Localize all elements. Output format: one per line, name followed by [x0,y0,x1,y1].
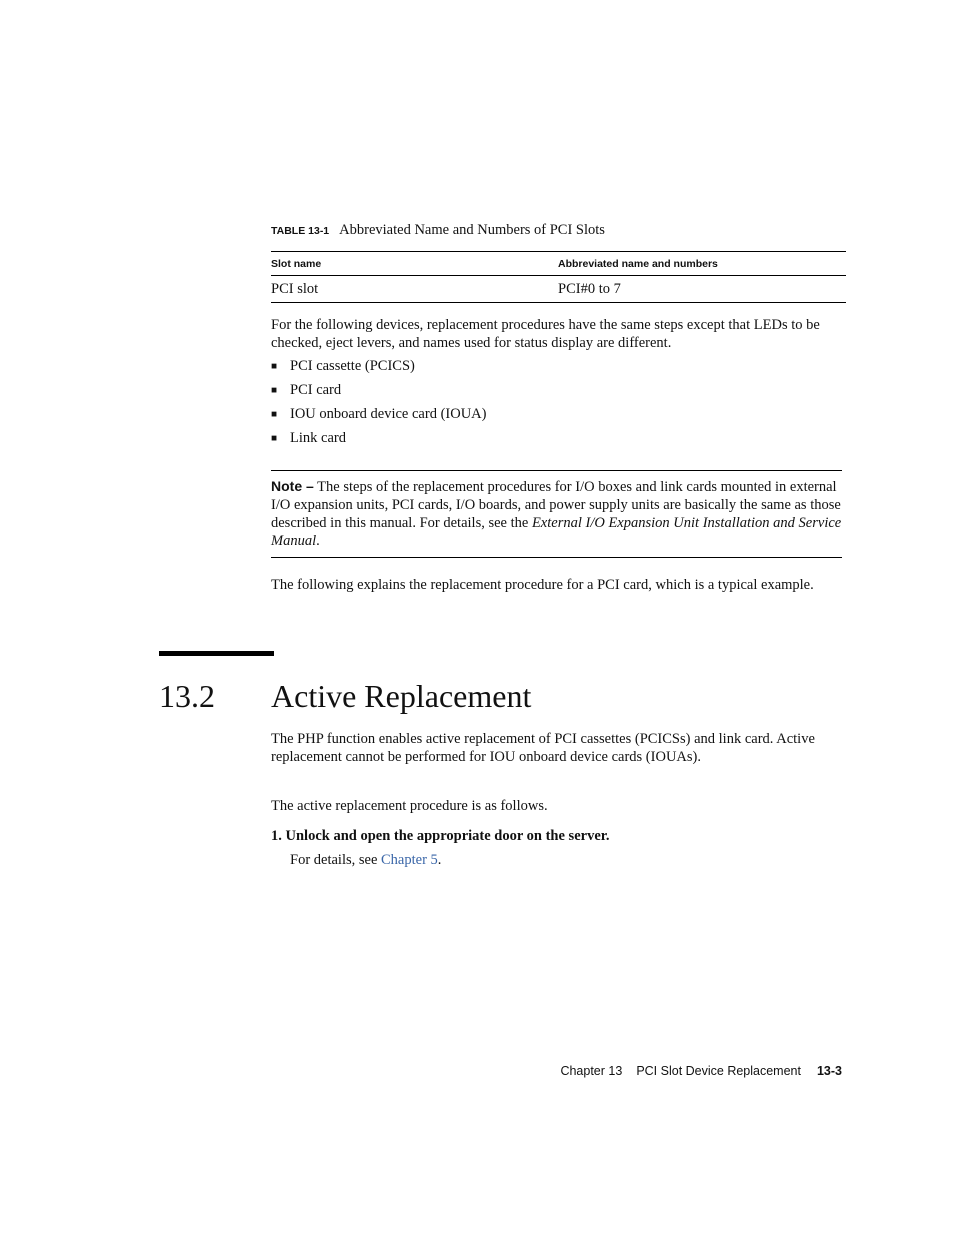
list-item-text: IOU onboard device card (IOUA) [290,406,487,422]
chapter-5-link[interactable]: Chapter 5 [381,852,438,868]
table-cell: PCI slot [271,276,558,303]
table-row [271,276,846,303]
note-box [271,470,842,558]
pci-slot-table [271,251,846,303]
bullet-icon: ■ [271,409,278,420]
note-text: The steps of the replacement procedures for I/O boxes and link cards mounted in external I/O expansion units, PCI cards, I/O boards, and power supply units are basically the same as those described in this manual. For details, see the [271,479,841,531]
explain-paragraph: The following explains the replacement procedure for a PCI card, which is a typical example. [271,577,814,593]
note-label: Note – [271,478,314,494]
section-title: Active Replacement [271,678,532,714]
list-item [271,381,486,405]
list-item [271,405,486,429]
bullet-icon: ■ [271,433,278,444]
table-header-abbreviated: Abbreviated name and numbers [558,252,846,276]
table-label: TABLE 13-1 [271,225,330,237]
step-1: 1. Unlock and open the appropriate door on the server. [271,828,610,844]
step-detail-end: . [437,852,442,868]
bullet-icon: ■ [271,385,278,396]
list-item-text: Link card [290,430,346,446]
device-list [271,357,486,453]
table-caption-text: Abbreviated Name and Numbers of PCI Slots [339,222,605,238]
step-detail-text: For details, see [290,852,382,868]
page-number: 13-3 [816,1064,842,1078]
section-paragraph-1: The PHP function enables active replacement of PCI cassettes (PCICSs) and link card. Active replacement cannot be performed for IOU onboard device cards (IOUAs). [271,731,815,765]
footer-chapter: Chapter 13 [560,1064,623,1078]
manual-title: External I/O Expansion Unit Installation and Service Manual [271,515,842,549]
section-paragraph-2: The active replacement procedure is as follows. [271,798,548,814]
step-1-detail [290,851,441,869]
section-rule [159,651,274,656]
bullet-icon: ■ [271,361,278,372]
table-cell: PCI#0 to 7 [558,276,846,303]
footer-title: PCI Slot Device Replacement [636,1064,801,1078]
list-item-text: PCI card [290,382,342,398]
intro-paragraph: For the following devices, replacement procedures have the same steps except that LEDs to be checked, eject levers, and names used for status display are different. [271,317,820,351]
page-footer [546,1064,842,1078]
list-item [271,357,486,381]
list-item [271,429,486,453]
table-caption [271,222,605,239]
section-number: 13.2 [159,678,215,714]
note-end: . [316,533,320,549]
list-item-text: PCI cassette (PCICS) [290,358,415,374]
table-header-slot-name: Slot name [271,252,558,276]
